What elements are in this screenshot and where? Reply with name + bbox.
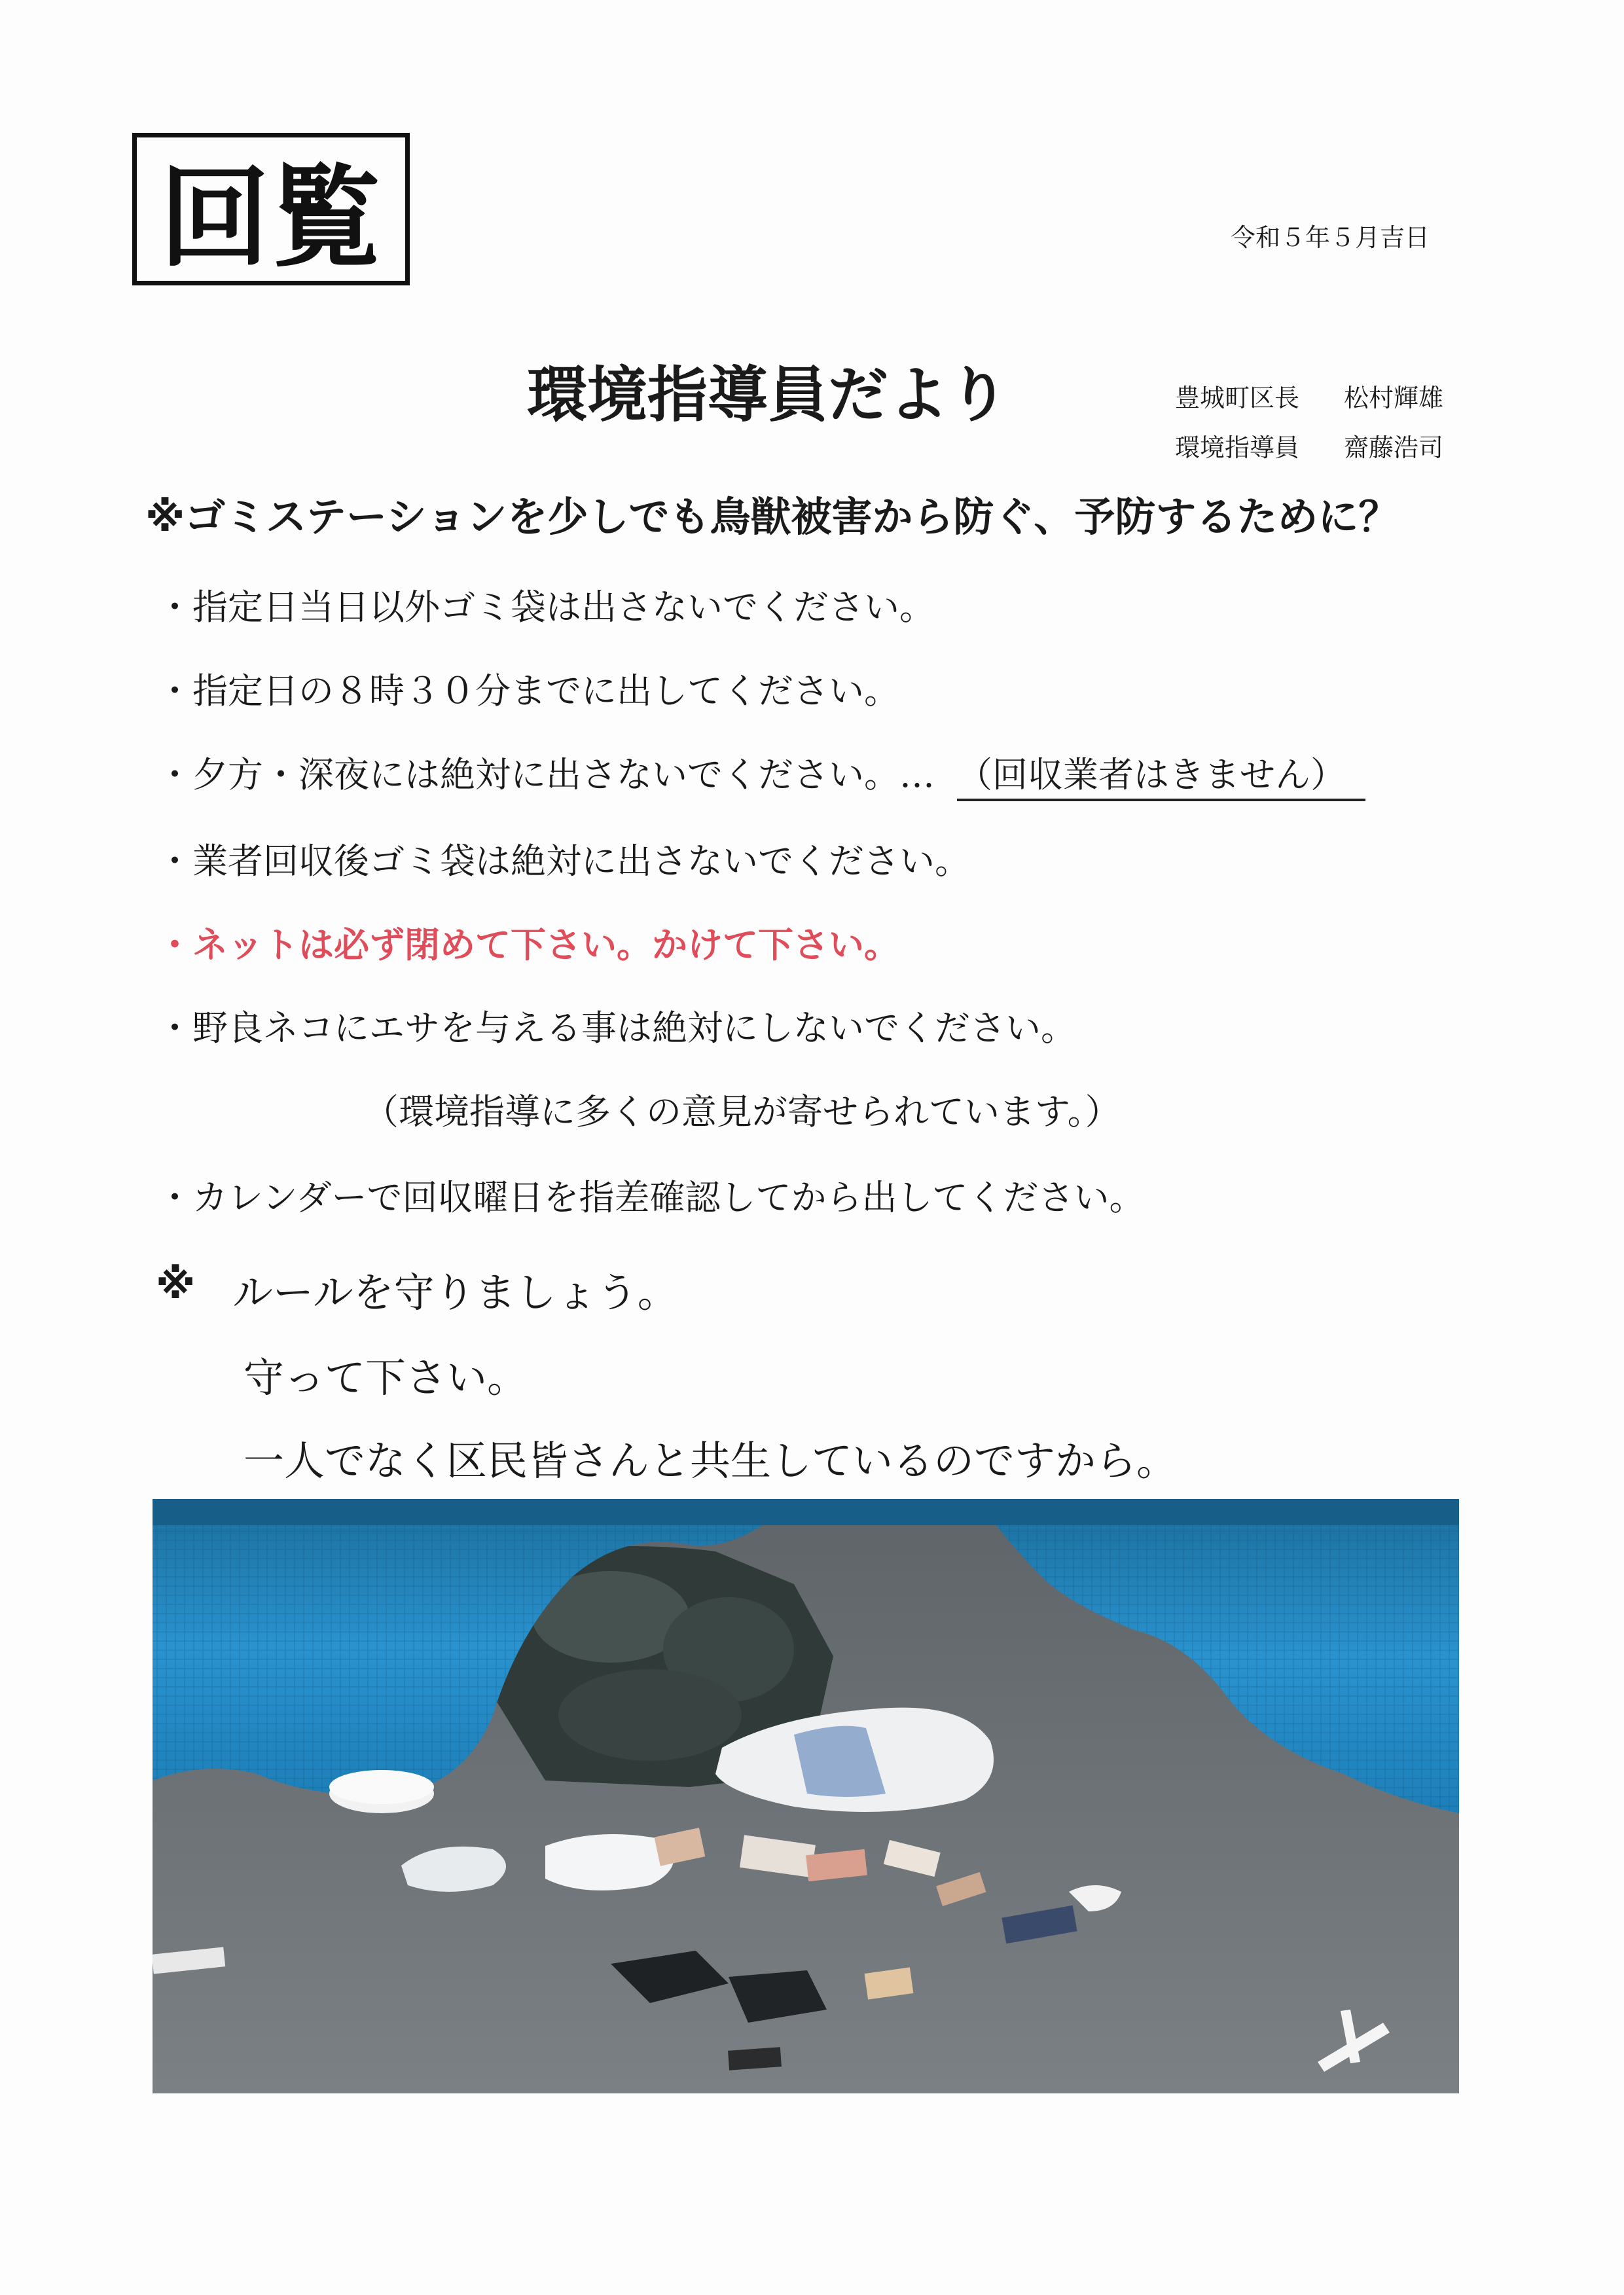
signer-role: 豊城町区長 [1175,384,1300,412]
rule-item-text: ・夕方・深夜には絶対に出さないでください。… [157,754,935,795]
rule-item: ・指定日の８時３０分までに出してください。 [157,670,899,712]
signer-name: 松村輝雄 [1344,384,1444,412]
closing-line: ルールを守りましょう。 [232,1269,678,1316]
closing-line: 一人でなく区民皆さんと共生しているのですから。 [244,1437,1178,1485]
rule-item: ・野良ネコにエサを与える事は絶対にしないでください。 [157,1007,1076,1049]
circulation-stamp [132,133,410,285]
rule-item: ・業者回収後ゴミ袋は絶対に出さないでください。 [157,840,970,882]
rule-item-note: （回収業者はきません） [957,747,1365,801]
issue-date: 令和５年５月吉日 [1231,223,1430,252]
circulation-stamp-text: 回覧 [160,154,382,282]
rule-item: ・カレンダーで回収曜日を指差確認してから出してください。 [157,1177,1145,1218]
garbage-station-photo [153,1499,1459,2093]
rule-item: ・指定日当日以外ゴミ袋は出さないでください。 [157,587,935,628]
closing-line: 守って下さい。 [244,1354,528,1401]
document-title: 環境指導員だより [527,360,1009,430]
section-headline: ※ゴミステーションを少しでも鳥獣被害から防ぐ、予防するために？ [145,493,1399,541]
signer-environment-officer [1175,427,1443,463]
signer-role: 環境指導員 [1175,433,1300,462]
rule-item-subnote: （環境指導に多くの意見が寄せられています。） [363,1091,1121,1132]
reference-mark: ※ [156,1260,196,1308]
rule-item-highlight: ・ネットは必ず閉めて下さい。かけて下さい。 [157,924,899,966]
signer-name: 齋藤浩司 [1344,433,1444,462]
signer-district-head [1175,378,1443,414]
rule-item [157,747,1365,801]
